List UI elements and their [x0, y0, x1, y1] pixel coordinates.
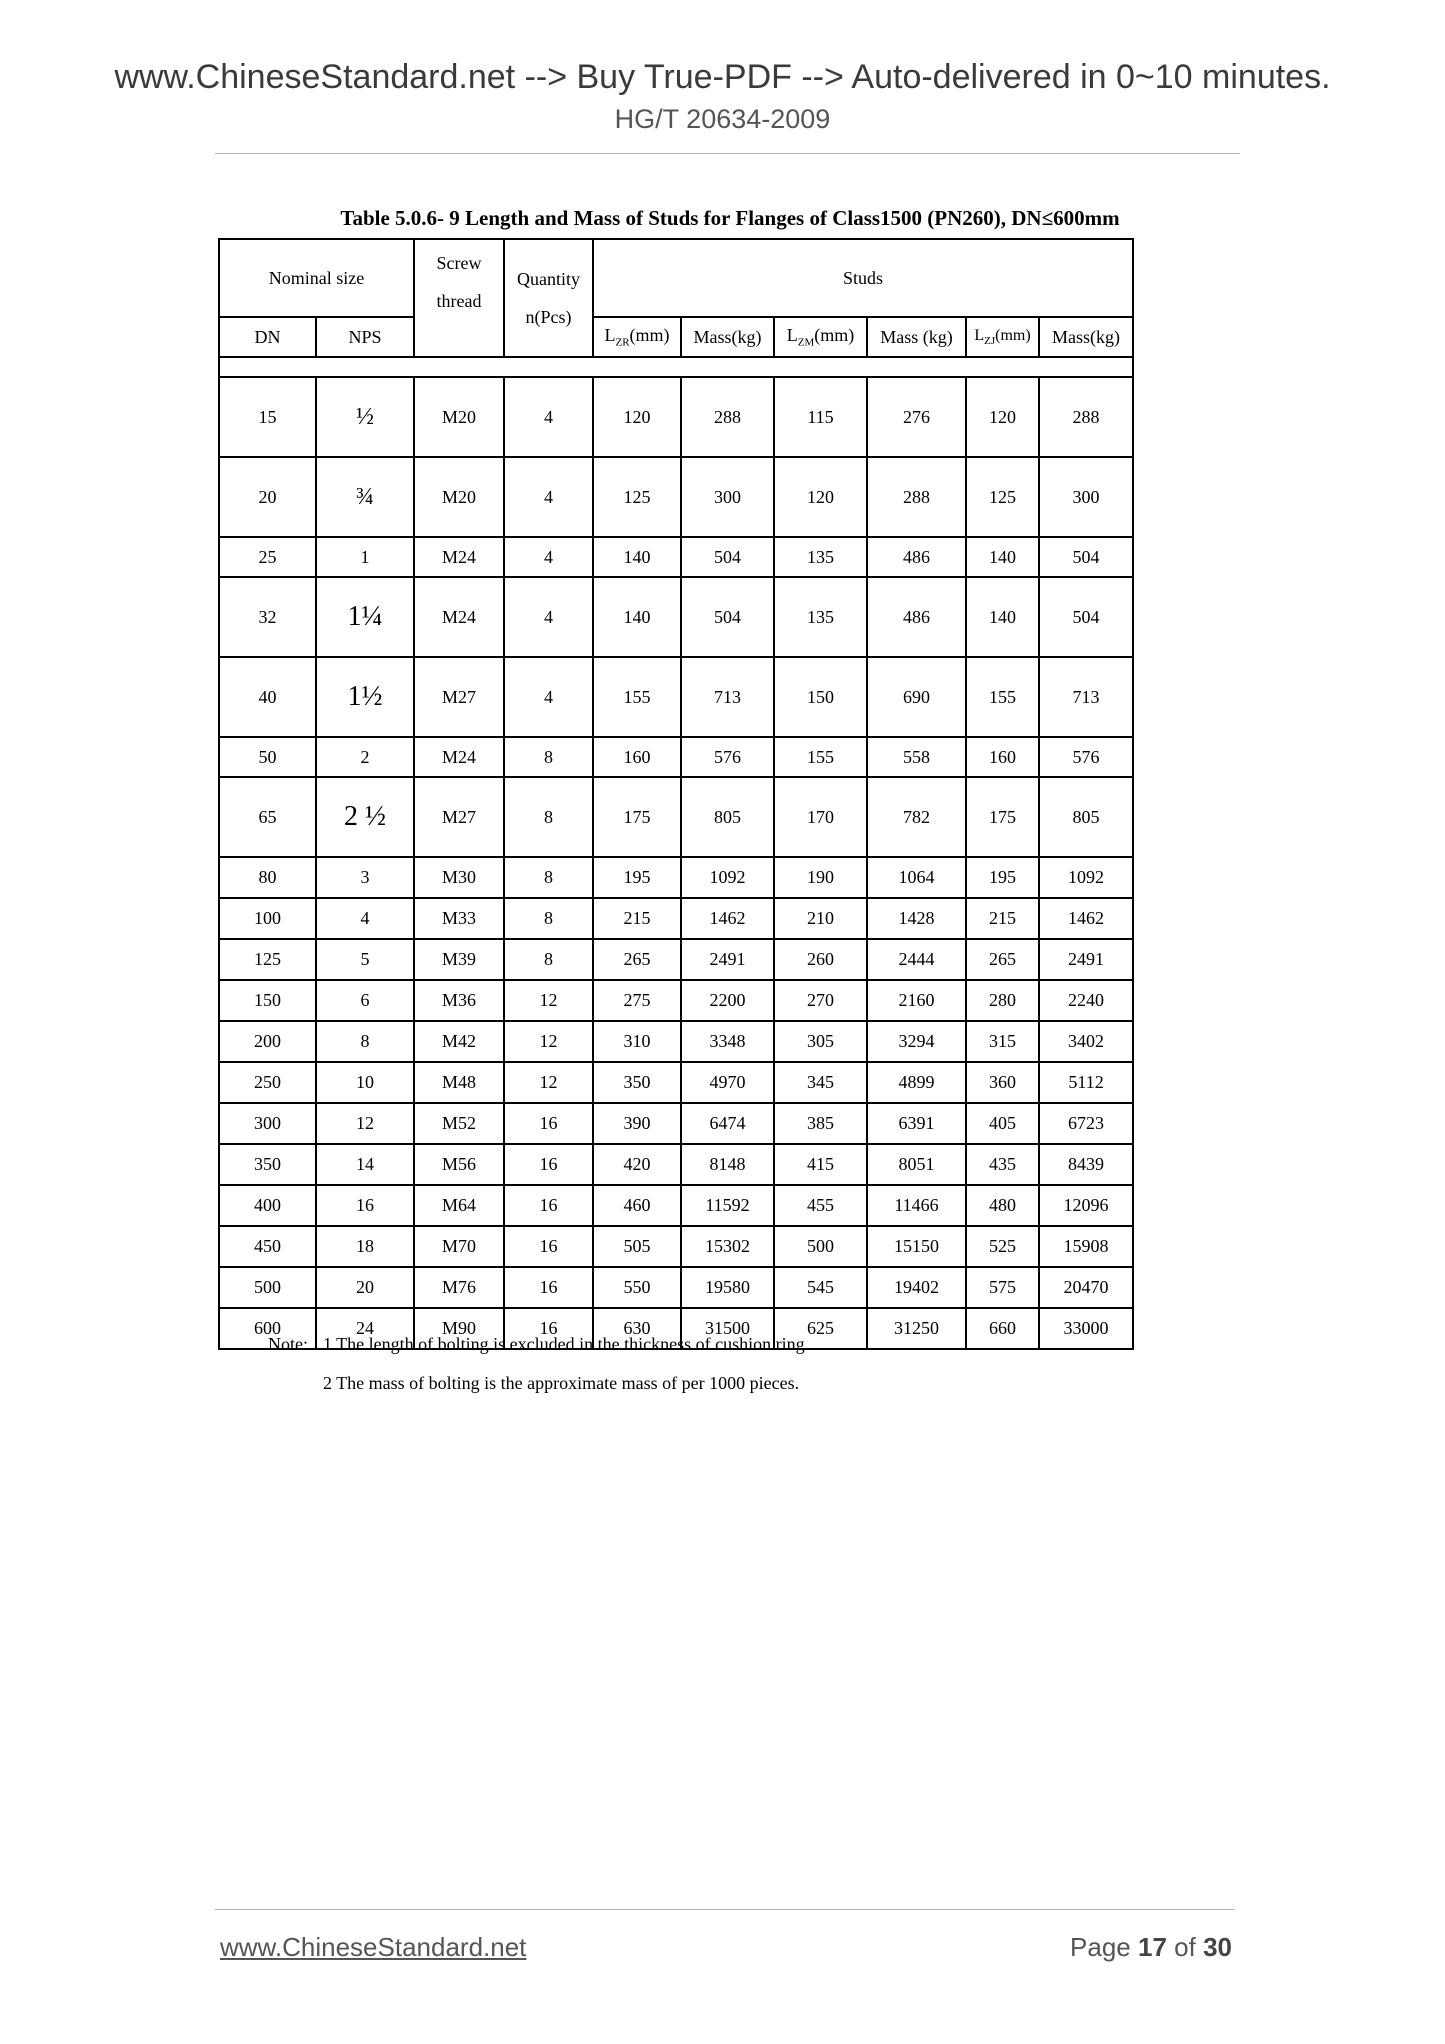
cell-mass-1: 8148: [681, 1144, 774, 1185]
cell-l-zj: 155: [966, 657, 1039, 737]
cell-l-zj: 435: [966, 1144, 1039, 1185]
cell-nps: 12: [316, 1103, 414, 1144]
header-spacer: [219, 357, 1133, 377]
cell-thread: M24: [414, 537, 504, 577]
header-quantity: Quantity n(Pcs): [504, 239, 593, 357]
cell-mass-2: 486: [867, 577, 966, 657]
cell-mass-2: 19402: [867, 1267, 966, 1308]
cell-l-zm: 155: [774, 737, 867, 777]
cell-l-zr: 265: [593, 939, 681, 980]
cell-mass-2: 4899: [867, 1062, 966, 1103]
cell-l-zr: 505: [593, 1226, 681, 1267]
cell-l-zr: 630: [593, 1308, 681, 1349]
cell-nps: 20: [316, 1267, 414, 1308]
cell-mass-3: 1092: [1039, 857, 1133, 898]
cell-thread: M48: [414, 1062, 504, 1103]
cell-mass-2: 1064: [867, 857, 966, 898]
header-divider: [215, 153, 1240, 154]
cell-l-zj: 405: [966, 1103, 1039, 1144]
cell-mass-2: 2160: [867, 980, 966, 1021]
cell-l-zj: 120: [966, 377, 1039, 457]
cell-l-zr: 215: [593, 898, 681, 939]
cell-quantity: 16: [504, 1308, 593, 1349]
cell-quantity: 4: [504, 537, 593, 577]
cell-mass-3: 5112: [1039, 1062, 1133, 1103]
cell-l-zj: 125: [966, 457, 1039, 537]
cell-l-zr: 155: [593, 657, 681, 737]
footer-page-word: Page: [1070, 1932, 1131, 1962]
cell-l-zr: 175: [593, 777, 681, 857]
cell-nps: 1: [316, 537, 414, 577]
cell-mass-1: 805: [681, 777, 774, 857]
cell-dn: 15: [219, 377, 316, 457]
cell-mass-1: 3348: [681, 1021, 774, 1062]
cell-thread: M27: [414, 657, 504, 737]
cell-nps: 10: [316, 1062, 414, 1103]
cell-mass-1: 288: [681, 377, 774, 457]
cell-dn: 20: [219, 457, 316, 537]
note-label: Note:: [268, 1334, 308, 1354]
cell-l-zr: 160: [593, 737, 681, 777]
cell-mass-1: 300: [681, 457, 774, 537]
cell-mass-3: 8439: [1039, 1144, 1133, 1185]
cell-thread: M24: [414, 577, 504, 657]
table-row: [219, 537, 1133, 577]
cell-quantity: 12: [504, 1062, 593, 1103]
header-l-zm-sub: ZM: [797, 336, 815, 349]
table-row: [219, 577, 1133, 657]
cell-l-zm: 545: [774, 1267, 867, 1308]
cell-l-zm: 270: [774, 980, 867, 1021]
cell-mass-2: 276: [867, 377, 966, 457]
cell-nps: 14: [316, 1144, 414, 1185]
cell-dn: 250: [219, 1062, 316, 1103]
cell-l-zm: 385: [774, 1103, 867, 1144]
cell-mass-1: 15302: [681, 1226, 774, 1267]
table-row: [219, 1226, 1133, 1267]
cell-dn: 65: [219, 777, 316, 857]
header-l-zr-base: L: [604, 325, 616, 346]
cell-mass-2: 1428: [867, 898, 966, 939]
header-l-zm-base: L: [786, 325, 798, 346]
table-row: [219, 377, 1133, 457]
cell-quantity: 8: [504, 737, 593, 777]
cell-mass-1: 2200: [681, 980, 774, 1021]
cell-nps: 4: [316, 898, 414, 939]
cell-l-zm: 120: [774, 457, 867, 537]
cell-l-zm: 115: [774, 377, 867, 457]
cell-nps: 2: [316, 737, 414, 777]
cell-nps: 8: [316, 1021, 414, 1062]
cell-mass-2: 558: [867, 737, 966, 777]
cell-mass-1: 1092: [681, 857, 774, 898]
cell-l-zj: 315: [966, 1021, 1039, 1062]
cell-l-zm: 260: [774, 939, 867, 980]
header-l-zj-unit: (mm): [995, 326, 1031, 344]
cell-thread: M30: [414, 857, 504, 898]
cell-l-zj: 575: [966, 1267, 1039, 1308]
cell-l-zj: 175: [966, 777, 1039, 857]
cell-thread: M64: [414, 1185, 504, 1226]
cell-mass-2: 288: [867, 457, 966, 537]
cell-l-zr: 390: [593, 1103, 681, 1144]
cell-nps: 1½: [316, 657, 414, 737]
table-row: [219, 898, 1133, 939]
cell-mass-3: 288: [1039, 377, 1133, 457]
cell-nps: 6: [316, 980, 414, 1021]
cell-mass-3: 805: [1039, 777, 1133, 857]
cell-dn: 200: [219, 1021, 316, 1062]
cell-l-zj: 160: [966, 737, 1039, 777]
header-l-zr-sub: ZR: [615, 336, 630, 349]
table-title: Table 5.0.6- 9 Length and Mass of Studs for Flanges of Class1500 (PN260), DN≤600mm: [340, 206, 1120, 230]
header-l-zm-unit: (mm): [814, 325, 855, 346]
cell-thread: M76: [414, 1267, 504, 1308]
header-l-zr: [593, 317, 681, 357]
cell-mass-1: 4970: [681, 1062, 774, 1103]
cell-l-zm: 210: [774, 898, 867, 939]
cell-mass-1: 2491: [681, 939, 774, 980]
cell-nps: ½: [316, 377, 414, 457]
header-standard-number: HG/T 20634-2009: [614, 104, 831, 134]
studs-table: [218, 238, 1134, 1350]
footer-page-current: 17: [1138, 1932, 1167, 1962]
cell-mass-2: 2444: [867, 939, 966, 980]
cell-l-zm: 170: [774, 777, 867, 857]
cell-l-zr: 310: [593, 1021, 681, 1062]
cell-l-zm: 135: [774, 537, 867, 577]
cell-thread: M52: [414, 1103, 504, 1144]
cell-quantity: 4: [504, 577, 593, 657]
table-row: [219, 1144, 1133, 1185]
cell-nps: 18: [316, 1226, 414, 1267]
cell-l-zr: 275: [593, 980, 681, 1021]
cell-l-zm: 345: [774, 1062, 867, 1103]
cell-dn: 350: [219, 1144, 316, 1185]
cell-quantity: 16: [504, 1185, 593, 1226]
cell-mass-3: 300: [1039, 457, 1133, 537]
cell-mass-2: 782: [867, 777, 966, 857]
cell-thread: M42: [414, 1021, 504, 1062]
table-row: [219, 1103, 1133, 1144]
cell-mass-3: 33000: [1039, 1308, 1133, 1349]
cell-nps: 2 ½: [316, 777, 414, 857]
cell-mass-3: 15908: [1039, 1226, 1133, 1267]
cell-nps: 3: [316, 857, 414, 898]
cell-thread: M39: [414, 939, 504, 980]
cell-quantity: 8: [504, 777, 593, 857]
cell-thread: M70: [414, 1226, 504, 1267]
cell-mass-2: 690: [867, 657, 966, 737]
cell-l-zj: 660: [966, 1308, 1039, 1349]
table-row: [219, 1267, 1133, 1308]
cell-mass-1: 11592: [681, 1185, 774, 1226]
cell-mass-2: 31250: [867, 1308, 966, 1349]
cell-dn: 40: [219, 657, 316, 737]
cell-mass-1: 504: [681, 537, 774, 577]
cell-l-zj: 480: [966, 1185, 1039, 1226]
cell-dn: 100: [219, 898, 316, 939]
cell-mass-2: 15150: [867, 1226, 966, 1267]
cell-mass-3: 504: [1039, 537, 1133, 577]
cell-quantity: 16: [504, 1144, 593, 1185]
note-1: 1 The length of bolting is excluded in the thickness of cushion ring.: [323, 1334, 810, 1354]
cell-mass-1: 6474: [681, 1103, 774, 1144]
cell-l-zj: 265: [966, 939, 1039, 980]
cell-mass-3: 2240: [1039, 980, 1133, 1021]
cell-l-zj: 195: [966, 857, 1039, 898]
cell-dn: 300: [219, 1103, 316, 1144]
table-row: [219, 1185, 1133, 1226]
cell-l-zm: 415: [774, 1144, 867, 1185]
header-nps: NPS: [316, 317, 414, 357]
footer-page-total: 30: [1203, 1932, 1232, 1962]
note-2: 2 The mass of bolting is the approximate mass of per 1000 pieces.: [323, 1373, 800, 1393]
table-row: [219, 1062, 1133, 1103]
cell-l-zr: 460: [593, 1185, 681, 1226]
header-mass-2: Mass (kg): [867, 317, 966, 357]
cell-l-zm: 455: [774, 1185, 867, 1226]
cell-mass-3: 3402: [1039, 1021, 1133, 1062]
header-l-zj-base: L: [974, 326, 985, 344]
cell-thread: M56: [414, 1144, 504, 1185]
cell-dn: 450: [219, 1226, 316, 1267]
cell-l-zr: 350: [593, 1062, 681, 1103]
cell-dn: 50: [219, 737, 316, 777]
cell-mass-3: 12096: [1039, 1185, 1133, 1226]
cell-quantity: 4: [504, 457, 593, 537]
table-row: [219, 777, 1133, 857]
cell-thread: M36: [414, 980, 504, 1021]
cell-thread: M20: [414, 377, 504, 457]
cell-l-zj: 280: [966, 980, 1039, 1021]
table-row: [219, 1021, 1133, 1062]
cell-mass-3: 504: [1039, 577, 1133, 657]
cell-dn: 600: [219, 1308, 316, 1349]
header-l-zj: [966, 317, 1039, 357]
cell-quantity: 16: [504, 1226, 593, 1267]
cell-l-zr: 195: [593, 857, 681, 898]
header-mass-3: Mass(kg): [1039, 317, 1133, 357]
cell-l-zm: 625: [774, 1308, 867, 1349]
cell-l-zm: 135: [774, 577, 867, 657]
table-row: [219, 939, 1133, 980]
cell-l-zm: 500: [774, 1226, 867, 1267]
cell-dn: 150: [219, 980, 316, 1021]
cell-thread: M27: [414, 777, 504, 857]
table-row: [219, 737, 1133, 777]
header-mass-1: Mass(kg): [681, 317, 774, 357]
table-row: [219, 980, 1133, 1021]
cell-mass-3: 1462: [1039, 898, 1133, 939]
cell-nps: 5: [316, 939, 414, 980]
cell-l-zj: 140: [966, 537, 1039, 577]
cell-mass-1: 19580: [681, 1267, 774, 1308]
cell-thread: M20: [414, 457, 504, 537]
cell-l-zm: 190: [774, 857, 867, 898]
header-dn: DN: [219, 317, 316, 357]
cell-mass-1: 576: [681, 737, 774, 777]
cell-l-zj: 215: [966, 898, 1039, 939]
table-row: [219, 857, 1133, 898]
cell-quantity: 8: [504, 898, 593, 939]
cell-mass-1: 31500: [681, 1308, 774, 1349]
cell-dn: 125: [219, 939, 316, 980]
cell-thread: M24: [414, 737, 504, 777]
cell-l-zr: 120: [593, 377, 681, 457]
cell-mass-3: 20470: [1039, 1267, 1133, 1308]
cell-dn: 500: [219, 1267, 316, 1308]
cell-l-zr: 420: [593, 1144, 681, 1185]
table-row: [219, 657, 1133, 737]
cell-mass-1: 1462: [681, 898, 774, 939]
footer-page-indicator: [1070, 1932, 1232, 1963]
cell-l-zj: 140: [966, 577, 1039, 657]
cell-quantity: 4: [504, 377, 593, 457]
cell-mass-3: 713: [1039, 657, 1133, 737]
cell-l-zm: 150: [774, 657, 867, 737]
cell-dn: 25: [219, 537, 316, 577]
header-screw-thread: Screw thread: [414, 239, 504, 357]
cell-l-zr: 550: [593, 1267, 681, 1308]
cell-quantity: 12: [504, 980, 593, 1021]
cell-quantity: 4: [504, 657, 593, 737]
cell-mass-1: 713: [681, 657, 774, 737]
cell-quantity: 12: [504, 1021, 593, 1062]
cell-l-zr: 140: [593, 577, 681, 657]
header-l-zj-sub: ZJ: [984, 335, 996, 348]
cell-dn: 400: [219, 1185, 316, 1226]
header-l-zm: [774, 317, 867, 357]
cell-mass-3: 6723: [1039, 1103, 1133, 1144]
cell-mass-2: 3294: [867, 1021, 966, 1062]
cell-quantity: 16: [504, 1267, 593, 1308]
header-l-zr-unit: (mm): [629, 325, 670, 346]
footer-site-link[interactable]: www.ChineseStandard.net: [220, 1932, 527, 1962]
cell-thread: M33: [414, 898, 504, 939]
cell-dn: 80: [219, 857, 316, 898]
cell-mass-2: 6391: [867, 1103, 966, 1144]
cell-mass-2: 11466: [867, 1185, 966, 1226]
cell-thread: M90: [414, 1308, 504, 1349]
cell-mass-2: 486: [867, 537, 966, 577]
header-promo-text: www.ChineseStandard.net --> Buy True-PDF --> Auto-delivered in 0~10 minutes.: [114, 58, 1331, 96]
cell-nps: 1¼: [316, 577, 414, 657]
cell-nps: ¾: [316, 457, 414, 537]
table-row: [219, 457, 1133, 537]
header-studs: Studs: [593, 239, 1133, 317]
cell-l-zr: 125: [593, 457, 681, 537]
cell-dn: 32: [219, 577, 316, 657]
cell-mass-3: 576: [1039, 737, 1133, 777]
cell-nps: 24: [316, 1308, 414, 1349]
cell-quantity: 8: [504, 857, 593, 898]
cell-l-zj: 360: [966, 1062, 1039, 1103]
cell-l-zm: 305: [774, 1021, 867, 1062]
cell-mass-3: 2491: [1039, 939, 1133, 980]
cell-l-zr: 140: [593, 537, 681, 577]
cell-mass-2: 8051: [867, 1144, 966, 1185]
footer-divider: [215, 1909, 1235, 1910]
header-nominal-size: Nominal size: [219, 239, 414, 317]
footer-page-of: of: [1174, 1932, 1196, 1962]
cell-l-zj: 525: [966, 1226, 1039, 1267]
cell-quantity: 16: [504, 1103, 593, 1144]
cell-nps: 16: [316, 1185, 414, 1226]
cell-quantity: 8: [504, 939, 593, 980]
cell-mass-1: 504: [681, 577, 774, 657]
